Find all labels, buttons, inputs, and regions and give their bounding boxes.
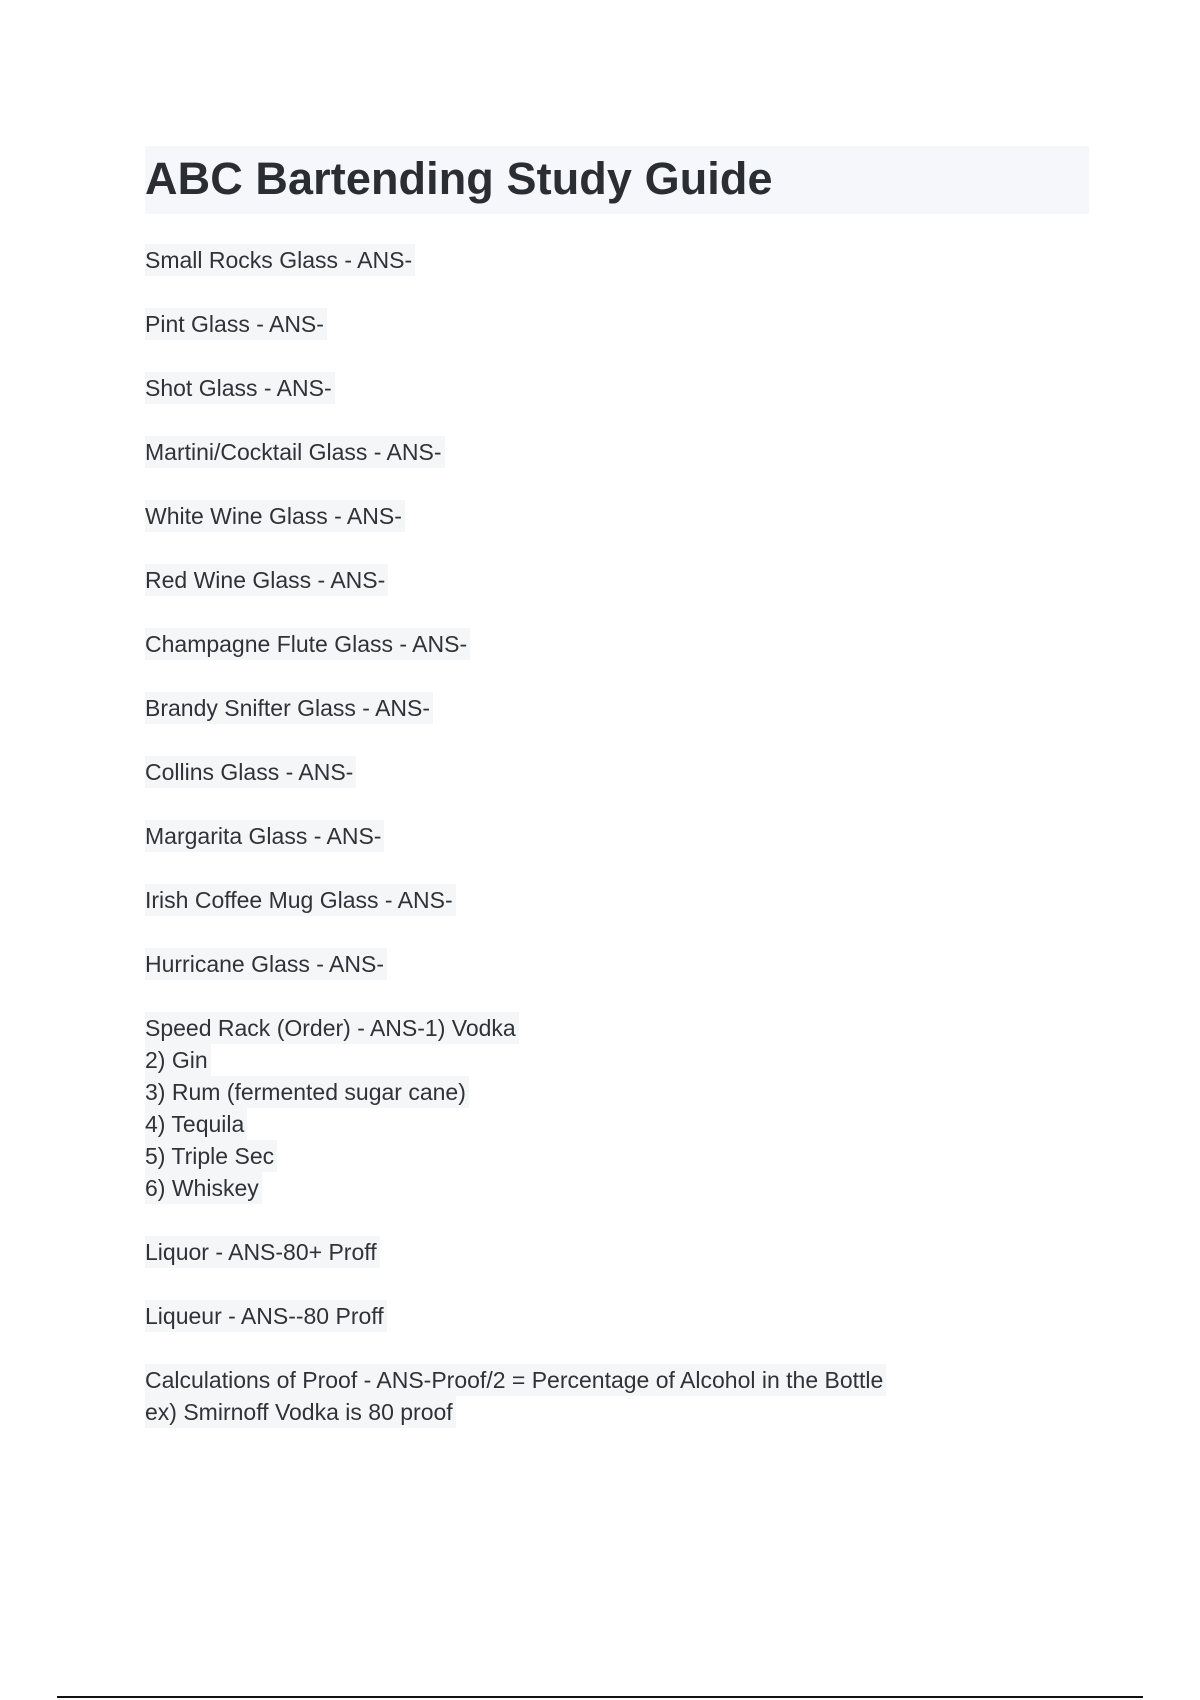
entry-question: Red Wine Glass - ANS- bbox=[145, 564, 388, 596]
entry-answer-line: 5) Triple Sec bbox=[145, 1140, 277, 1172]
study-entry bbox=[145, 564, 1045, 596]
study-entry bbox=[145, 692, 1045, 724]
footer-divider bbox=[57, 1696, 1143, 1698]
entry-question: Liqueur - ANS--80 Proff bbox=[145, 1300, 387, 1332]
study-entry bbox=[145, 628, 1045, 660]
entry-question: Calculations of Proof - ANS-Proof/2 = Percentage of Alcohol in the Bottle bbox=[145, 1364, 886, 1396]
entry-question: Speed Rack (Order) - ANS-1) Vodka bbox=[145, 1012, 519, 1044]
study-entry bbox=[145, 820, 1045, 852]
entry-question: Martini/Cocktail Glass - ANS- bbox=[145, 436, 445, 468]
entry-answer-line: 3) Rum (fermented sugar cane) bbox=[145, 1076, 469, 1108]
entry-question: Champagne Flute Glass - ANS- bbox=[145, 628, 470, 660]
study-entry bbox=[145, 1364, 1045, 1428]
study-entry bbox=[145, 500, 1045, 532]
entry-question: Brandy Snifter Glass - ANS- bbox=[145, 692, 433, 724]
entry-question: Hurricane Glass - ANS- bbox=[145, 948, 387, 980]
study-entries bbox=[145, 244, 1045, 1460]
entry-question: Shot Glass - ANS- bbox=[145, 372, 335, 404]
study-entry bbox=[145, 1236, 1045, 1268]
page-title: ABC Bartending Study Guide bbox=[145, 153, 773, 204]
study-entry bbox=[145, 372, 1045, 404]
study-entry bbox=[145, 1300, 1045, 1332]
study-entry bbox=[145, 1012, 1045, 1204]
entry-question: Collins Glass - ANS- bbox=[145, 756, 356, 788]
entry-question: Pint Glass - ANS- bbox=[145, 308, 327, 340]
entry-answer-line: 4) Tequila bbox=[145, 1108, 247, 1140]
entry-question: White Wine Glass - ANS- bbox=[145, 500, 405, 532]
entry-question: Margarita Glass - ANS- bbox=[145, 820, 384, 852]
entry-question: Liquor - ANS-80+ Proff bbox=[145, 1236, 380, 1268]
entry-question: Small Rocks Glass - ANS- bbox=[145, 244, 415, 276]
entry-answer-line: ex) Smirnoff Vodka is 80 proof bbox=[145, 1396, 456, 1428]
entry-answer-line: 6) Whiskey bbox=[145, 1172, 262, 1204]
study-entry bbox=[145, 436, 1045, 468]
title-block bbox=[145, 146, 1089, 214]
entry-question: Irish Coffee Mug Glass - ANS- bbox=[145, 884, 456, 916]
entry-answer-line: 2) Gin bbox=[145, 1044, 211, 1076]
study-entry bbox=[145, 948, 1045, 980]
study-entry bbox=[145, 756, 1045, 788]
study-entry bbox=[145, 244, 1045, 276]
study-entry bbox=[145, 884, 1045, 916]
study-entry bbox=[145, 308, 1045, 340]
